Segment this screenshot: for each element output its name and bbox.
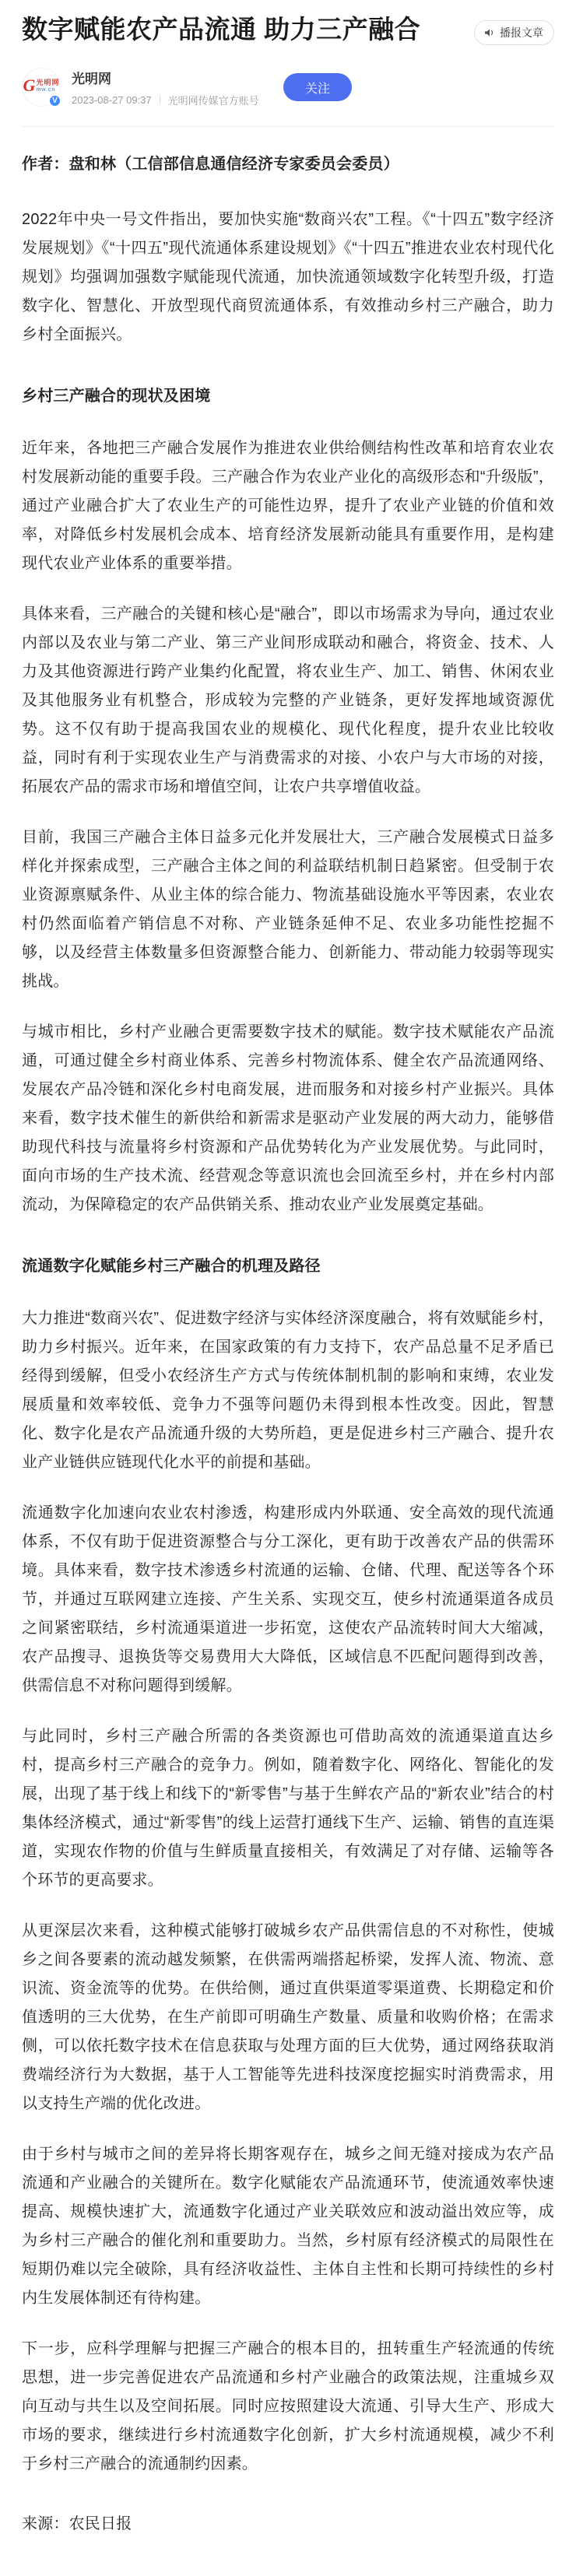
verified-badge-icon: V [48,94,61,107]
section-heading: 流通数字化赋能乡村三产融合的机理及路径 [22,1257,321,1275]
paragraph: 与此同时，乡村三产融合所需的各类资源也可借助高效的流通渠道直达乡村，提高乡村三产融合的竞争力。例如，随着数字化、网络化、智能化的发展，出现了基于线上和线下的“新零售”与基于生鲜农产品的“新农业”结合的村集体经济模式，通过“新零售”的线上运营打通线下生产、运输、销售的直连渠道，实现农作物的价值与生鲜质量直接相关，有效满足了对存储、运输等各个环节的更高要求。 [22,1727,554,1889]
paragraph: 从更深层次来看，这种模式能够打破城乡农产品供需信息的不对称性，使城乡之间各要素的流动越发频繁，在供需两端搭起桥梁，发挥人流、物流、意识流、资金流等的优势。在供给侧，通过直供渠道零渠道费、长期稳定和价值透明的三大优势，在生产前即可明确生产数量、质量和收购价格；在需求侧，可以依托数字技术在信息获取与处理方面的巨大优势，通过网络获取消费端经济行为大数据，基于人工智能等先进科技深度挖掘实时消费需求，用以支持生产端的优化改进。 [22,1921,554,2112]
avatar[interactable] [22,68,61,107]
speaker-icon [483,26,496,39]
account-description: 光明网传媒官方账号 [167,94,259,107]
guangming-logo [23,77,60,94]
logo-script: 光明网 [36,78,60,86]
publish-time: 2023-08-27 09:37 [72,93,152,106]
logo-letter: G [23,75,36,96]
follow-button[interactable]: 关注 [283,73,352,101]
article-header [22,12,554,47]
article-body [22,150,554,2539]
header-divider [22,126,554,127]
author-name[interactable]: 光明网 [72,71,111,86]
logo-domain: mw.cn [36,86,56,93]
author-meta [72,68,283,107]
paragraph: 流通数字化加速向农业农村渗透，构建形成内外联通、安全高效的现代流通体系，不仅有助于促进资源整合与分工深化，更有助于改善农产品的供需环境。具体来看，数字技术渗透乡村流通的运输、仓储、代理、配送等各个环节，并通过互联网建立连接、产生关系、实现交互，使乡村流通渠道各成员之间紧密联结，乡村流通渠道进一步拓宽，这使农产品流转时间大大缩减，农产品搜寻、退换货等交易费用大大降低，区域信息不匹配问题得到改善，供需信息不对称问题得到缓解。 [22,1504,554,1694]
paragraph: 与城市相比，乡村产业融合更需要数字技术的赋能。数字技术赋能农产品流通，可通过健全乡村商业体系、完善乡村物流体系、健全农产品流通网络、发展农产品冷链和深化乡村电商发展，进而服务和对接乡村产业振兴。具体来看，数字技术催生的新供给和新需求是驱动产业发展的两大动力，能够借助现代科技与流量将乡村资源和产品优势转化为产业发展优势。与此同时，面向市场的生产技术流、经营观念等意识流也会回流至乡村，并在乡村内部流动，为保障稳定的农产品供销关系、推动农业产业发展奠定基础。 [22,1023,554,1213]
paragraph: 下一步，应科学理解与把握三产融合的根本目的，扭转重生产轻流通的传统思想，进一步完善促进农产品流通和乡村产业融合的政策法规，注重城乡双向互动与共生以及空间拓展。同时应按照建设大流通、引导大生产、形成大市场的要求，继续进行乡村流通数字化创新，扩大乡村流通规模，减少不利于乡村三产融合的流通制约因素。 [22,2339,554,2472]
source-line: 来源：农民日报 [22,2515,132,2532]
section-heading: 乡村三产融合的现状及困境 [22,387,211,405]
broadcast-label: 播报文章 [500,26,543,39]
paragraph: 具体来看，三产融合的关键和核心是“融合”，即以市场需求为导向，通过农业内部以及农业与第二产业、第三产业间形成联动和融合，将资金、技术、人力及其他资源进行跨产业集约化配置，将农业生产、加工、销售、休闲农业及其他服务业有机整合，形成较为完整的产业链条，更好发挥地域资源优势。这不仅有助于提高我国农业的规模化、现代化程度，提升农业比较收益，同时有利于实现农业生产与消费需求的对接、小农户与大市场的对接，拓展农产品的需求市场和增值空间，让农户共享增值收益。 [22,605,554,795]
paragraph: 大力推进“数商兴农”、促进数字经济与实体经济深度融合，将有效赋能乡村，助力乡村振兴。近年来，在国家政策的有力支持下，农产品总量不足矛盾已经得到缓解，但受小农经济生产方式与传统体制机制的影响和束缚，农业发展质量和效率较低、竞争力不强等问题仍未得到根本性改变。因此，智慧化、数字化是农产品流通升级的大势所趋，更是促进乡村三产融合、提升农业产业链供应链现代化水平的前提和基础。 [22,1309,554,1471]
paragraph: 由于乡村与城市之间的差异将长期客观存在，城乡之间无缝对接成为农产品流通和产业融合的关键所在。数字化赋能农产品流通环节，使流通效率快速提高、规模快速扩大，流通数字化通过产业关联效应和波动溢出效应等，成为乡村三产融合的催化剂和重要助力。当然，乡村原有经济模式的局限性在短期仍难以完全破除，具有经济收益性、主体自主性和长期可持续性的乡村内生发展体制还有待构建。 [22,2145,554,2307]
author-row [22,68,554,107]
broadcast-article-button[interactable] [474,20,554,45]
paragraph: 目前，我国三产融合主体日益多元化并发展壮大，三产融合发展模式日益多样化并探索成型，三产融合主体之间的利益联结机制日趋紧密。但受制于农业资源禀赋条件、从业主体的综合能力、物流基础设施水平等因素，农业农村仍然面临着产销信息不对称、产业链条延伸不足、农业多功能性挖掘不够，以及经营主体数量多但资源整合能力、创新能力、带动能力较弱等现实挑战。 [22,828,554,990]
paragraph: 2022年中央一号文件指出，要加快实施“数商兴农”工程。《“十四五”数字经济发展规划》《“十四五”现代流通体系建设规划》《“十四五”推进农业农村现代化规划》均强调加强数字赋能现代流通，加快流通领域数字化转型升级，打造数字化、智慧化、开放型现代商贸流通体系，有效推动乡村三产融合，助力乡村全面振兴。 [22,210,554,343]
author-line: 作者：盘和林（工信部信息通信经济专家委员会委员） [22,155,399,173]
page-title: 数字赋能农产品流通 助力三产融合 [22,15,421,44]
paragraph: 近年来，各地把三产融合发展作为推进农业供给侧结构性改革和培育农业农村发展新动能的重要手段。三产融合作为农业产业化的高级形态和“升级版”，通过产业融合扩大了农业生产的可能性边界，提升了农业产业链的价值和效率，对降低乡村发展机会成本、培育经济发展新动能具有重要作用，是构建现代农业产业体系的重要举措。 [22,439,554,572]
